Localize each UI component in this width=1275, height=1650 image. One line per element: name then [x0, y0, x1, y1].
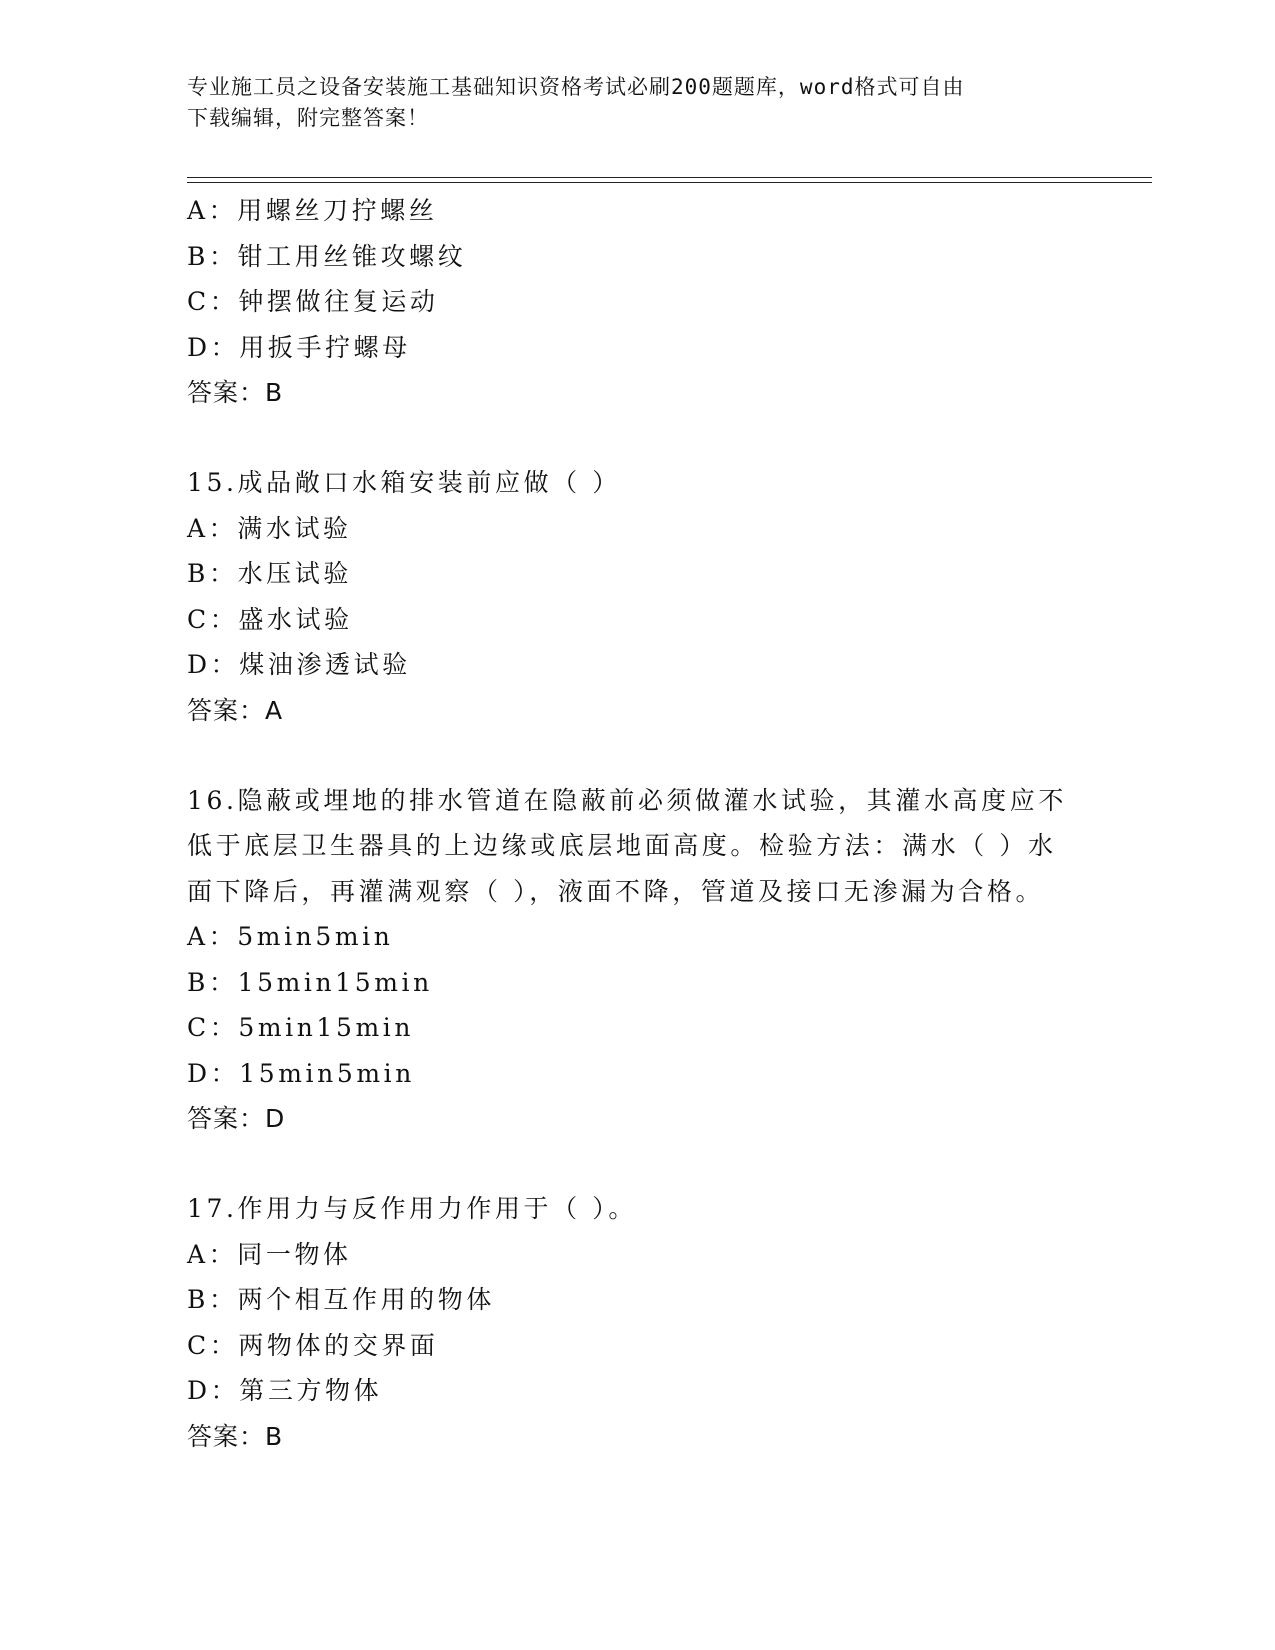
question-stem-line-3: 面下降后，再灌满观察（ ），液面不降，管道及接口无渗漏为合格。: [187, 876, 1045, 906]
answer-label: 答案：A: [187, 695, 284, 725]
option-b: B：15min15min: [187, 967, 433, 997]
option-a: A：满水试验: [187, 513, 352, 543]
question-15: [187, 460, 1087, 734]
option-b: B：两个相互作用的物体: [187, 1285, 495, 1314]
option-b: B：水压试验: [187, 559, 352, 588]
header-line-2: 下载编辑，附完整答案！: [187, 106, 429, 130]
header-divider-top: [187, 177, 1152, 178]
question-stem: 15.成品敞口水箱安装前应做（ ）: [187, 468, 621, 497]
question-17: [187, 1186, 1087, 1460]
document-header: [187, 72, 1067, 134]
question-stem: 17.作用力与反作用力作用于（ ）。: [187, 1194, 638, 1223]
question-16: [187, 778, 1087, 1143]
option-c: C：两物体的交界面: [187, 1330, 439, 1360]
option-d: D：煤油渗透试验: [187, 650, 411, 679]
option-c: C：钟摆做往复运动: [187, 287, 439, 316]
option-c: C：5min15min: [187, 1013, 415, 1042]
answer-label: 答案：B: [187, 1421, 284, 1451]
answer-label: 答案：B: [187, 378, 284, 407]
option-b: B：钳工用丝锥攻螺纹: [187, 241, 467, 271]
option-a: A：5min5min: [187, 922, 394, 951]
header-line-1: 专业施工员之设备安装施工基础知识资格考试必刷200题题库，word格式可自由: [187, 75, 965, 99]
answer-label: 答案：D: [187, 1104, 286, 1133]
question-list: [187, 188, 1087, 1504]
option-c: C：盛水试验: [187, 604, 353, 634]
header-divider-bottom: [187, 182, 1152, 183]
option-d: D：15min5min: [187, 1058, 415, 1088]
option-d: D：用扳手拧螺母: [187, 332, 411, 362]
question-stem-line-1: 16.隐蔽或埋地的排水管道在隐蔽前必须做灌水试验，其灌水高度应不: [187, 785, 1067, 815]
option-a: A：用螺丝刀拧螺丝: [187, 196, 438, 225]
question-stem-line-2: 低于底层卫生器具的上边缘或底层地面高度。检验方法：满水（ ）水: [187, 831, 1057, 860]
option-a: A：同一物体: [187, 1239, 352, 1269]
option-d: D：第三方物体: [187, 1376, 383, 1405]
question-14: [187, 188, 1087, 416]
